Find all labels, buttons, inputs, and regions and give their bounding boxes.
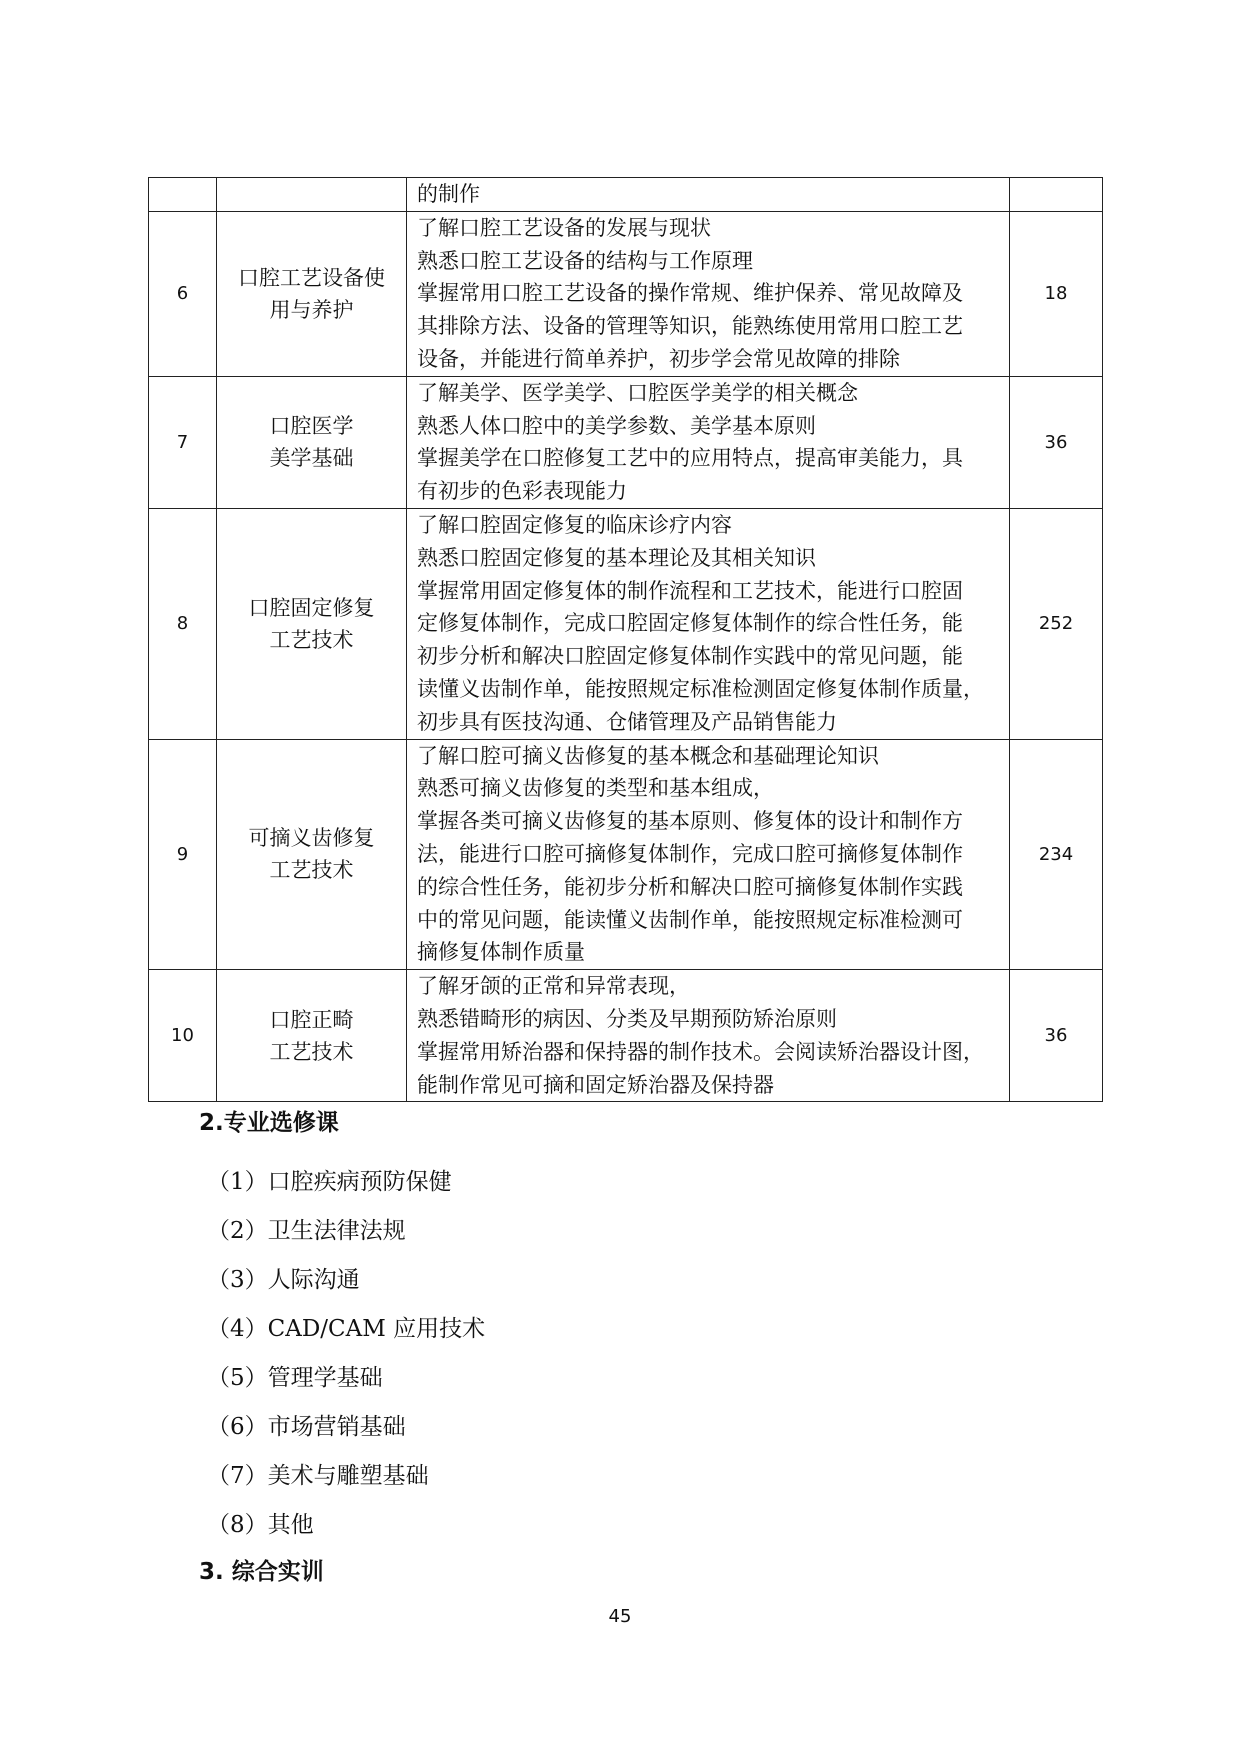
table-row <box>149 376 1103 508</box>
list-item: （6）市场营销基础 <box>207 1414 406 1440</box>
page-number: 45 <box>608 1606 632 1627</box>
list-item: （7）美术与雕塑基础 <box>207 1463 429 1489</box>
course-description <box>407 376 1010 508</box>
course-description-line: 熟悉可摘义齿修复的类型和基本组成， <box>417 776 774 801</box>
table-row <box>149 211 1103 376</box>
course-name-line: 口腔医学 <box>269 414 354 439</box>
table-row <box>149 970 1103 1102</box>
course-description-line: 有初步的色彩表现能力 <box>417 479 627 504</box>
list-item: （8）其他 <box>207 1512 314 1538</box>
course-description <box>407 178 1010 212</box>
course-description-line: 其排除方法、设备的管理等知识，能熟练使用常用口腔工艺 <box>417 314 963 339</box>
list-item: （2）卫生法律法规 <box>207 1218 406 1244</box>
course-name-line: 用与养护 <box>269 297 354 322</box>
list-item: （4）CAD/CAM 应用技术 <box>207 1316 486 1342</box>
course-name <box>217 178 407 212</box>
table-row <box>149 508 1103 739</box>
course-description-line: 法，能进行口腔可摘修复体制作，完成口腔可摘修复体制作 <box>417 841 963 866</box>
list-item: （3）人际沟通 <box>207 1267 360 1293</box>
course-description-line: 熟悉口腔固定修复的基本理论及其相关知识 <box>417 545 816 570</box>
course-name-line: 可摘义齿修复 <box>248 826 375 851</box>
course-description-line: 初步分析和解决口腔固定修复体制作实践中的常见问题，能 <box>417 644 963 669</box>
course-description-line: 掌握美学在口腔修复工艺中的应用特点，提高审美能力，具 <box>417 446 963 471</box>
course-number: 10 <box>149 970 217 1102</box>
course-number: 9 <box>149 739 217 970</box>
course-description-line: 了解口腔工艺设备的发展与现状 <box>417 215 711 240</box>
course-description-line: 的制作 <box>417 182 480 206</box>
course-number: 6 <box>149 211 217 376</box>
course-description-line: 能制作常见可摘和固定矫治器及保持器 <box>417 1072 774 1097</box>
course-name-line: 口腔固定修复 <box>248 595 375 620</box>
table-row <box>149 178 1103 212</box>
course-hours: 36 <box>1010 376 1103 508</box>
course-name-line: 口腔工艺设备使 <box>238 265 385 290</box>
course-description-line: 掌握常用矫治器和保持器的制作技术。会阅读矫治器设计图， <box>417 1039 984 1064</box>
elective-course-list <box>207 1158 485 1550</box>
course-description-line: 的综合性任务，能初步分析和解决口腔可摘修复体制作实践 <box>417 874 963 899</box>
course-hours: 234 <box>1010 739 1103 970</box>
course-name-line: 工艺技术 <box>269 858 354 883</box>
course-description-line: 掌握常用口腔工艺设备的操作常规、维护保养、常见故障及 <box>417 281 963 306</box>
course-name <box>217 970 407 1102</box>
course-name <box>217 508 407 739</box>
course-description <box>407 508 1010 739</box>
course-description-line: 了解美学、医学美学、口腔医学美学的相关概念 <box>417 380 858 405</box>
course-description <box>407 739 1010 970</box>
course-hours: 18 <box>1010 211 1103 376</box>
course-description-line: 了解口腔可摘义齿修复的基本概念和基础理论知识 <box>417 743 879 768</box>
list-item: （1）口腔疾病预防保健 <box>207 1169 452 1195</box>
list-item: （5）管理学基础 <box>207 1365 383 1391</box>
course-description-line: 了解口腔固定修复的临床诊疗内容 <box>417 512 732 537</box>
course-description-line: 读懂义齿制作单，能按照规定标准检测固定修复体制作质量， <box>417 676 984 701</box>
course-description-line: 熟悉人体口腔中的美学参数、美学基本原则 <box>417 413 816 438</box>
course-table <box>148 177 1103 1102</box>
course-number: 7 <box>149 376 217 508</box>
course-name <box>217 376 407 508</box>
table-row <box>149 739 1103 970</box>
course-description-line: 设备，并能进行简单养护，初步学会常见故障的排除 <box>417 346 900 371</box>
course-name <box>217 739 407 970</box>
course-description-line: 熟悉错畸形的病因、分类及早期预防矫治原则 <box>417 1006 837 1031</box>
section-heading-electives: 2.专业选修课 <box>199 1110 339 1136</box>
course-number <box>149 178 217 212</box>
course-description-line: 熟悉口腔工艺设备的结构与工作原理 <box>417 248 753 273</box>
course-description-line: 初步具有医技沟通、仓储管理及产品销售能力 <box>417 709 837 734</box>
course-table-body <box>149 178 1103 1102</box>
course-description-line: 定修复体制作，完成口腔固定修复体制作的综合性任务，能 <box>417 611 963 636</box>
course-hours <box>1010 178 1103 212</box>
course-name-line: 美学基础 <box>269 446 354 471</box>
course-description-line: 中的常见问题，能读懂义齿制作单，能按照规定标准检测可 <box>417 907 963 932</box>
course-hours: 252 <box>1010 508 1103 739</box>
course-description-line: 了解牙颌的正常和异常表现， <box>417 974 690 999</box>
course-name-line: 工艺技术 <box>269 627 354 652</box>
course-name <box>217 211 407 376</box>
course-description-line: 掌握各类可摘义齿修复的基本原则、修复体的设计和制作方 <box>417 809 963 834</box>
course-number: 8 <box>149 508 217 739</box>
course-description-line: 摘修复体制作质量 <box>417 940 585 965</box>
section-heading-training: 3. 综合实训 <box>199 1559 324 1585</box>
course-name-line: 口腔正畸 <box>269 1007 354 1032</box>
course-description <box>407 211 1010 376</box>
course-hours: 36 <box>1010 970 1103 1102</box>
course-description-line: 掌握常用固定修复体的制作流程和工艺技术，能进行口腔固 <box>417 578 963 603</box>
course-description <box>407 970 1010 1102</box>
course-name-line: 工艺技术 <box>269 1039 354 1064</box>
